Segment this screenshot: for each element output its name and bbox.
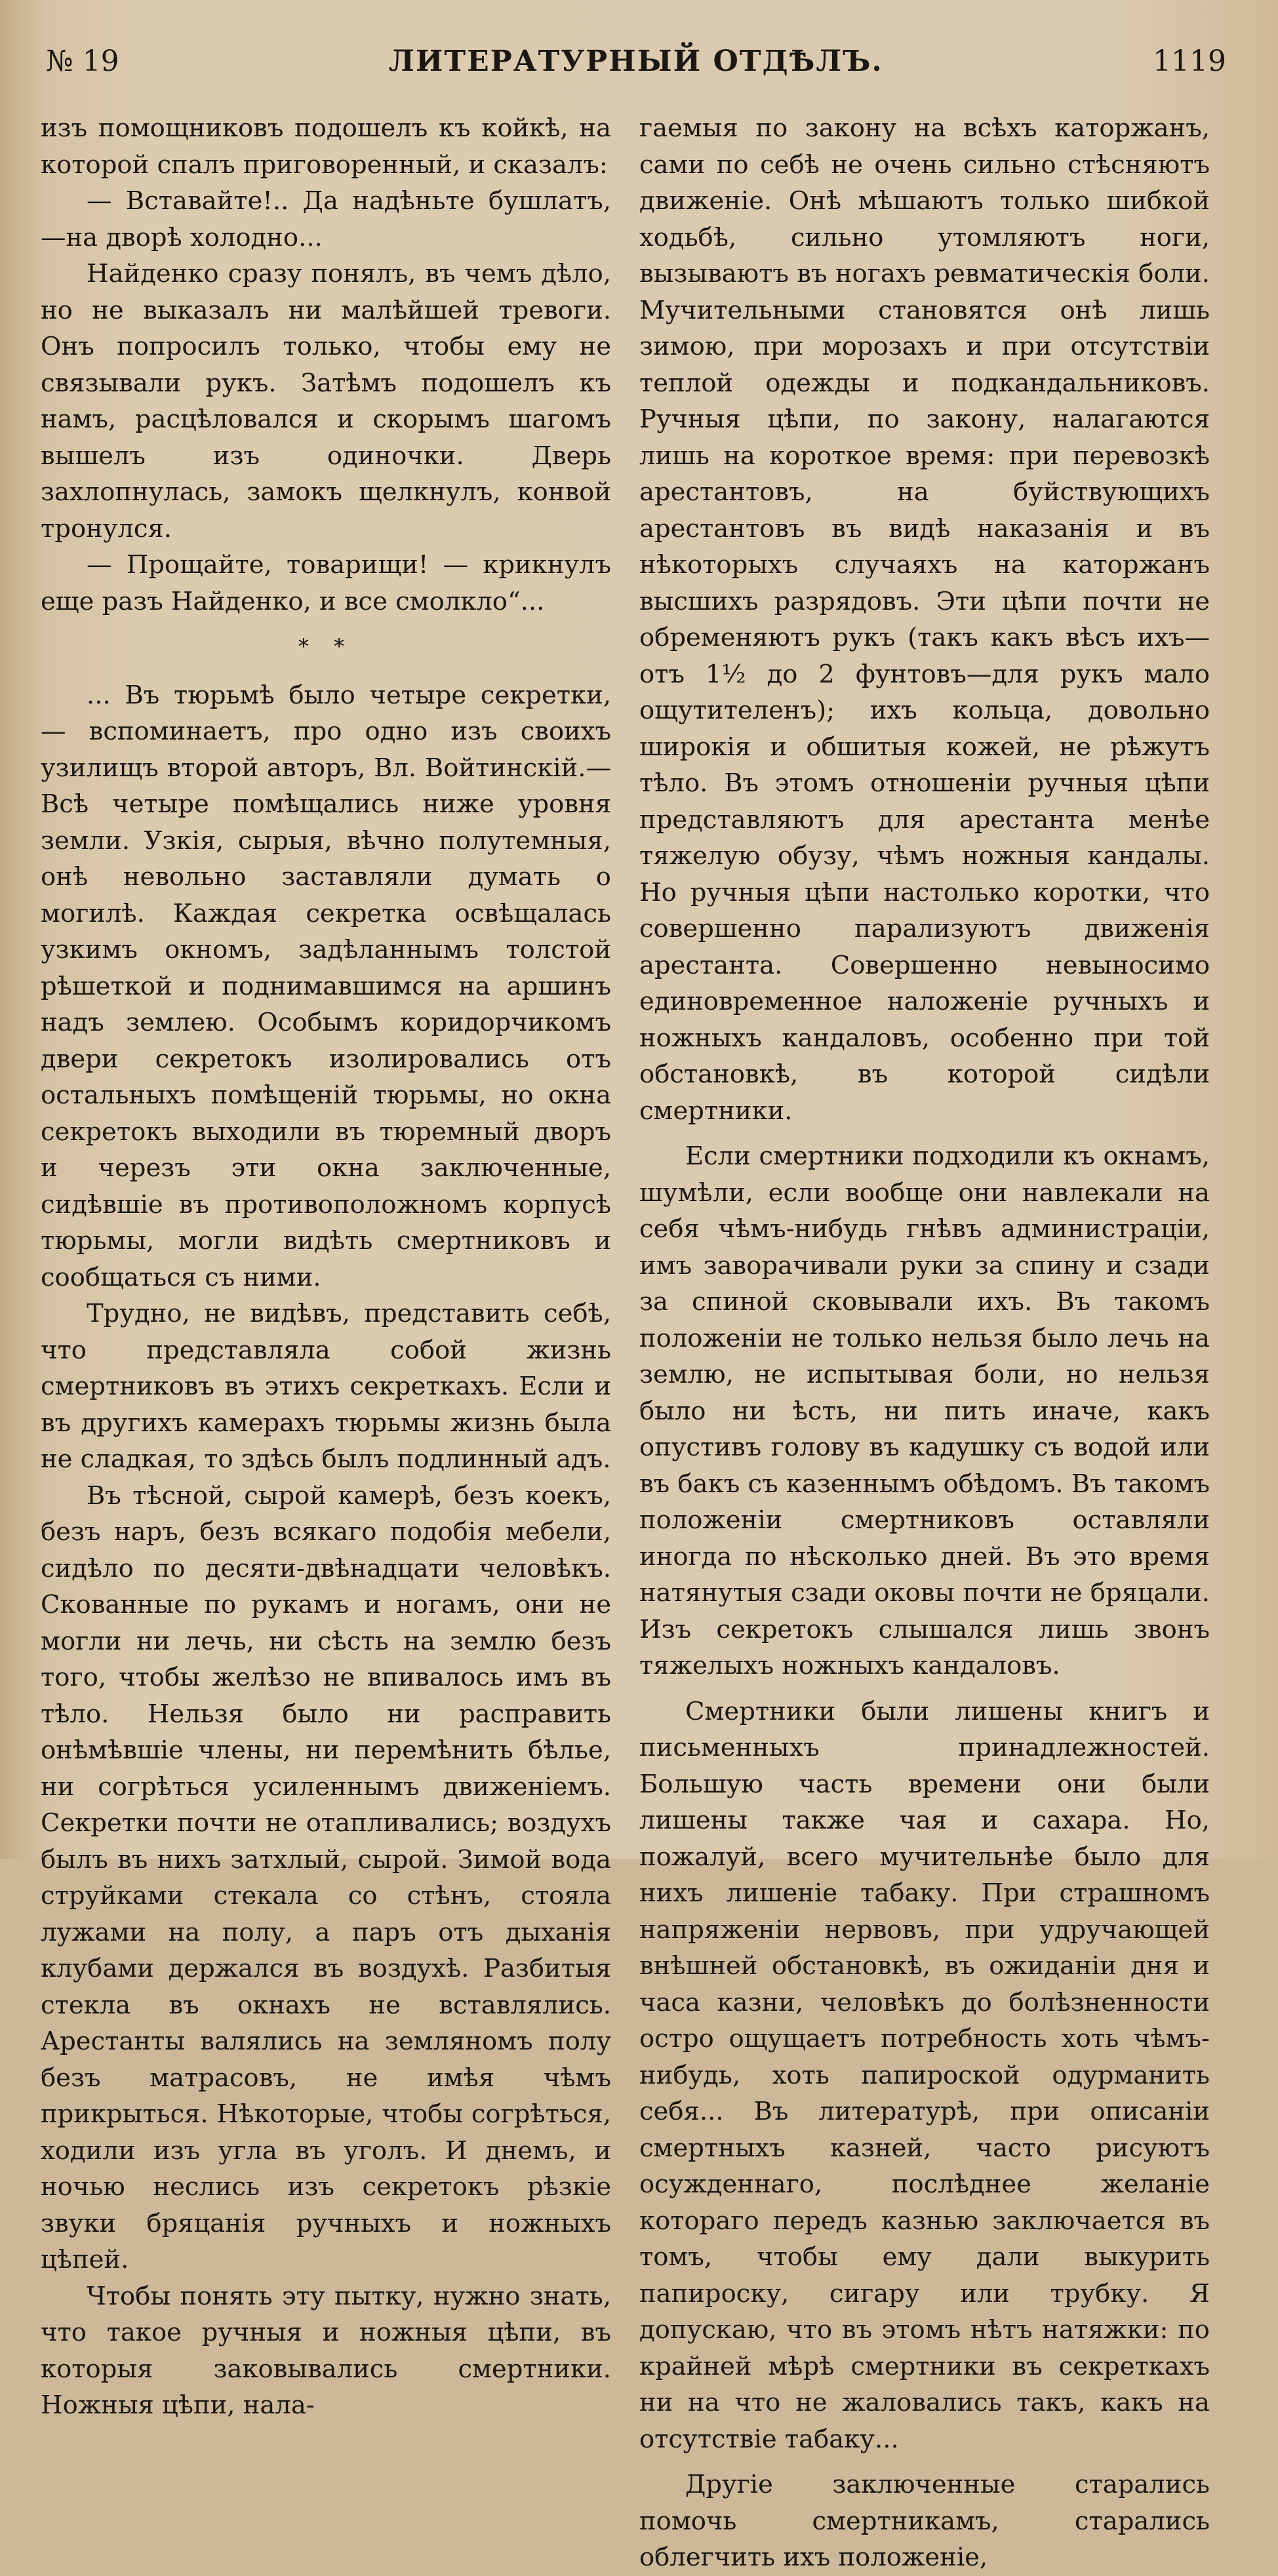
- section-title: ЛИТЕРАТУРНЫЙ ОТДѢЛЪ.: [388, 44, 883, 78]
- page-number: 1119: [1153, 44, 1226, 78]
- section-divider: * *: [298, 634, 354, 659]
- paragraph: Въ тѣсной, сырой камерѣ, безъ коекъ, безъ наръ, безъ всякаго подобія мебели, сидѣло по десяти-двѣнадцати человѣкъ. Скованные по рукамъ и ногамъ, они не могли ни лечь, ни сѣсть на землю безъ того, чтобы желѣзо не впивалось имъ въ тѣло. Нельзя было ни расправить онѣмѣвшіе члены, ни перемѣнить бѣлье, ни согрѣться усиленнымъ движеніемъ. Секретки почти не отапливались; воздухъ былъ въ нихъ затхлый, сырой. Зимой вода струйками стекала со стѣнъ, стояла лужами на полу, а паръ отъ дыханія клубами держался въ воздухѣ. Разбитыя стекла въ окнахъ не вставлялись. Арестанты валялись на земляномъ полу безъ матрасовъ, не имѣя чѣмъ прикрыться. Нѣкоторые, чтобы согрѣться, ходили изъ угла въ уголъ. И днемъ, и ночью неслись изъ секретокъ рѣзкіе звуки бряцанія ручныхъ и ножныхъ цѣпей.: [41, 1480, 611, 2274]
- paragraph: Смертники были лишены книгъ и письменныхъ принадлежностей. Большую часть времени они были лишены также чая и сахара. Но, пожалуй, всего мучительнѣе было для нихъ лишеніе табаку. При страшномъ напряженіи нервовъ, при удручающей внѣшней обстановкѣ, въ ожиданіи дня и часа казни, человѣкъ до болѣзненности остро ощущаетъ потребность хоть чѣмъ-нибудь, хоть папироской одурманить себя... Въ литературѣ, при описаніи смертныхъ казней, часто рисуютъ осужденнаго, послѣднее желаніе котораго передъ казнью заключается въ томъ, чтобы ему дали выкурить папироску, сигару или трубку. Я допускаю, что въ этомъ нѣтъ натяжки: по крайней мѣрѣ смертники въ секреткахъ ни на что не жаловались такъ, какъ на отсутствіе табаку...: [639, 1696, 1210, 2454]
- paragraph: Трудно, не видѣвъ, представить себѣ, что представляла собой жизнь смертниковъ въ этихъ секреткахъ. Если и въ другихъ камерахъ тюрьмы жизнь была не сладкая, то здѣсь былъ подлинный адъ.: [41, 1299, 611, 1474]
- page-header: [46, 38, 1226, 84]
- paragraph: Другіе заключенные старались помочь смертникамъ, старались облегчить ихъ положеніе,: [639, 2470, 1210, 2572]
- issue-number: № 19: [46, 44, 119, 78]
- paragraph: Чтобы понять эту пытку, нужно знать, что такое ручныя и ножныя цѣпи, въ которыя заковывались смертники. Ножныя цѣпи, нала-: [41, 2281, 611, 2420]
- paragraph: — Прощайте, товарищи! — крикнулъ еще разъ Найденко, и все смолкло“...: [41, 550, 611, 616]
- paragraph: — Вставайте!.. Да надѣньте бушлатъ,—на дворѣ холодно...: [41, 186, 611, 252]
- paragraph: изъ помощниковъ подошелъ къ койкѣ, на которой спалъ приговоренный, и сказалъ:: [41, 113, 611, 180]
- left-column: [41, 110, 611, 2420]
- paragraph: Найденко сразу понялъ, въ чемъ дѣло, но не выказалъ ни малѣйшей тревоги. Онъ попросилъ только, чтобы ему не связывали рукъ. Затѣмъ подошелъ къ намъ, расцѣловался и скорымъ шагомъ вышелъ изъ одиночки. Дверь захлопнулась, замокъ щелкнулъ, конвой тронулся.: [41, 259, 611, 544]
- paragraph: Если смертники подходили къ окнамъ, шумѣли, если вообще они навлекали на себя чѣмъ-нибудь гнѣвъ администраціи, имъ заворачивали руки за спину и сзади за спиной сковывали ихъ. Въ такомъ положеніи не только нельзя было лечь на землю, не испытывая боли, но нельзя было ни ѣсть, ни пить иначе, какъ опустивъ голову въ кадушку съ водой или въ бакъ съ казеннымъ обѣдомъ. Въ такомъ положеніи смертниковъ оставляли иногда по нѣсколько дней. Въ это время натянутыя сзади оковы почти не бряцали. Изъ секретокъ слышался лишь звонъ тяжелыхъ ножныхъ кандаловъ.: [639, 1141, 1210, 1680]
- paragraph: ... Въ тюрьмѣ было четыре секретки, — вспоминаетъ, про одно изъ своихъ узилищъ второй авторъ, Вл. Войтинскій.—Всѣ четыре помѣщались ниже уровня земли. Узкія, сырыя, вѣчно полутемныя, онѣ невольно заставляли думать о могилѣ. Каждая секретка освѣщалась узкимъ окномъ, задѣланнымъ толстой рѣшеткой и поднимавшимся на аршинъ надъ землею. Особымъ коридорчикомъ двери секретокъ изолировались отъ остальныхъ помѣщеній тюрьмы, но окна секретокъ выходили въ тюремный дворъ и черезъ эти окна заключенные, сидѣвшіе въ противоположномъ корпусѣ тюрьмы, могли видѣть смертниковъ и сообщаться съ ними.: [41, 680, 611, 1292]
- paragraph: гаемыя по закону на всѣхъ каторжанъ, сами по себѣ не очень сильно стѣсняютъ движеніе. Онѣ мѣшаютъ только шибкой ходьбѣ, сильно утомляютъ ноги, вызываютъ въ ногахъ ревматическія боли. Мучительными становятся онѣ лишь зимою, при морозахъ и при отсутствіи теплой одежды и подкандальниковъ. Ручныя цѣпи, по закону, налагаются лишь на короткое время: при перевозкѣ арестантовъ, на буйствующихъ арестантовъ въ видѣ наказанія и въ нѣкоторыхъ случаяхъ на каторжанъ высшихъ разрядовъ. Эти цѣпи почти не обременяютъ рукъ (такъ какъ вѣсъ ихъ—отъ 1½ до 2 фунтовъ—для рукъ мало ощутителенъ); ихъ кольца, довольно широкія и обшитыя кожей, не рѣжутъ тѣло. Въ этомъ отношеніи ручныя цѣпи представляютъ для арестанта менѣе тяжелую обузу, чѣмъ ножныя кандалы. Но ручныя цѣпи настолько коротки, что совершенно парализуютъ движенія арестанта. Совершенно невыносимо единовременное наложеніе ручныхъ и ножныхъ кандаловъ, особенно при той обстановкѣ, въ которой сидѣли смертники.: [639, 113, 1210, 1126]
- right-column: [639, 110, 1210, 2572]
